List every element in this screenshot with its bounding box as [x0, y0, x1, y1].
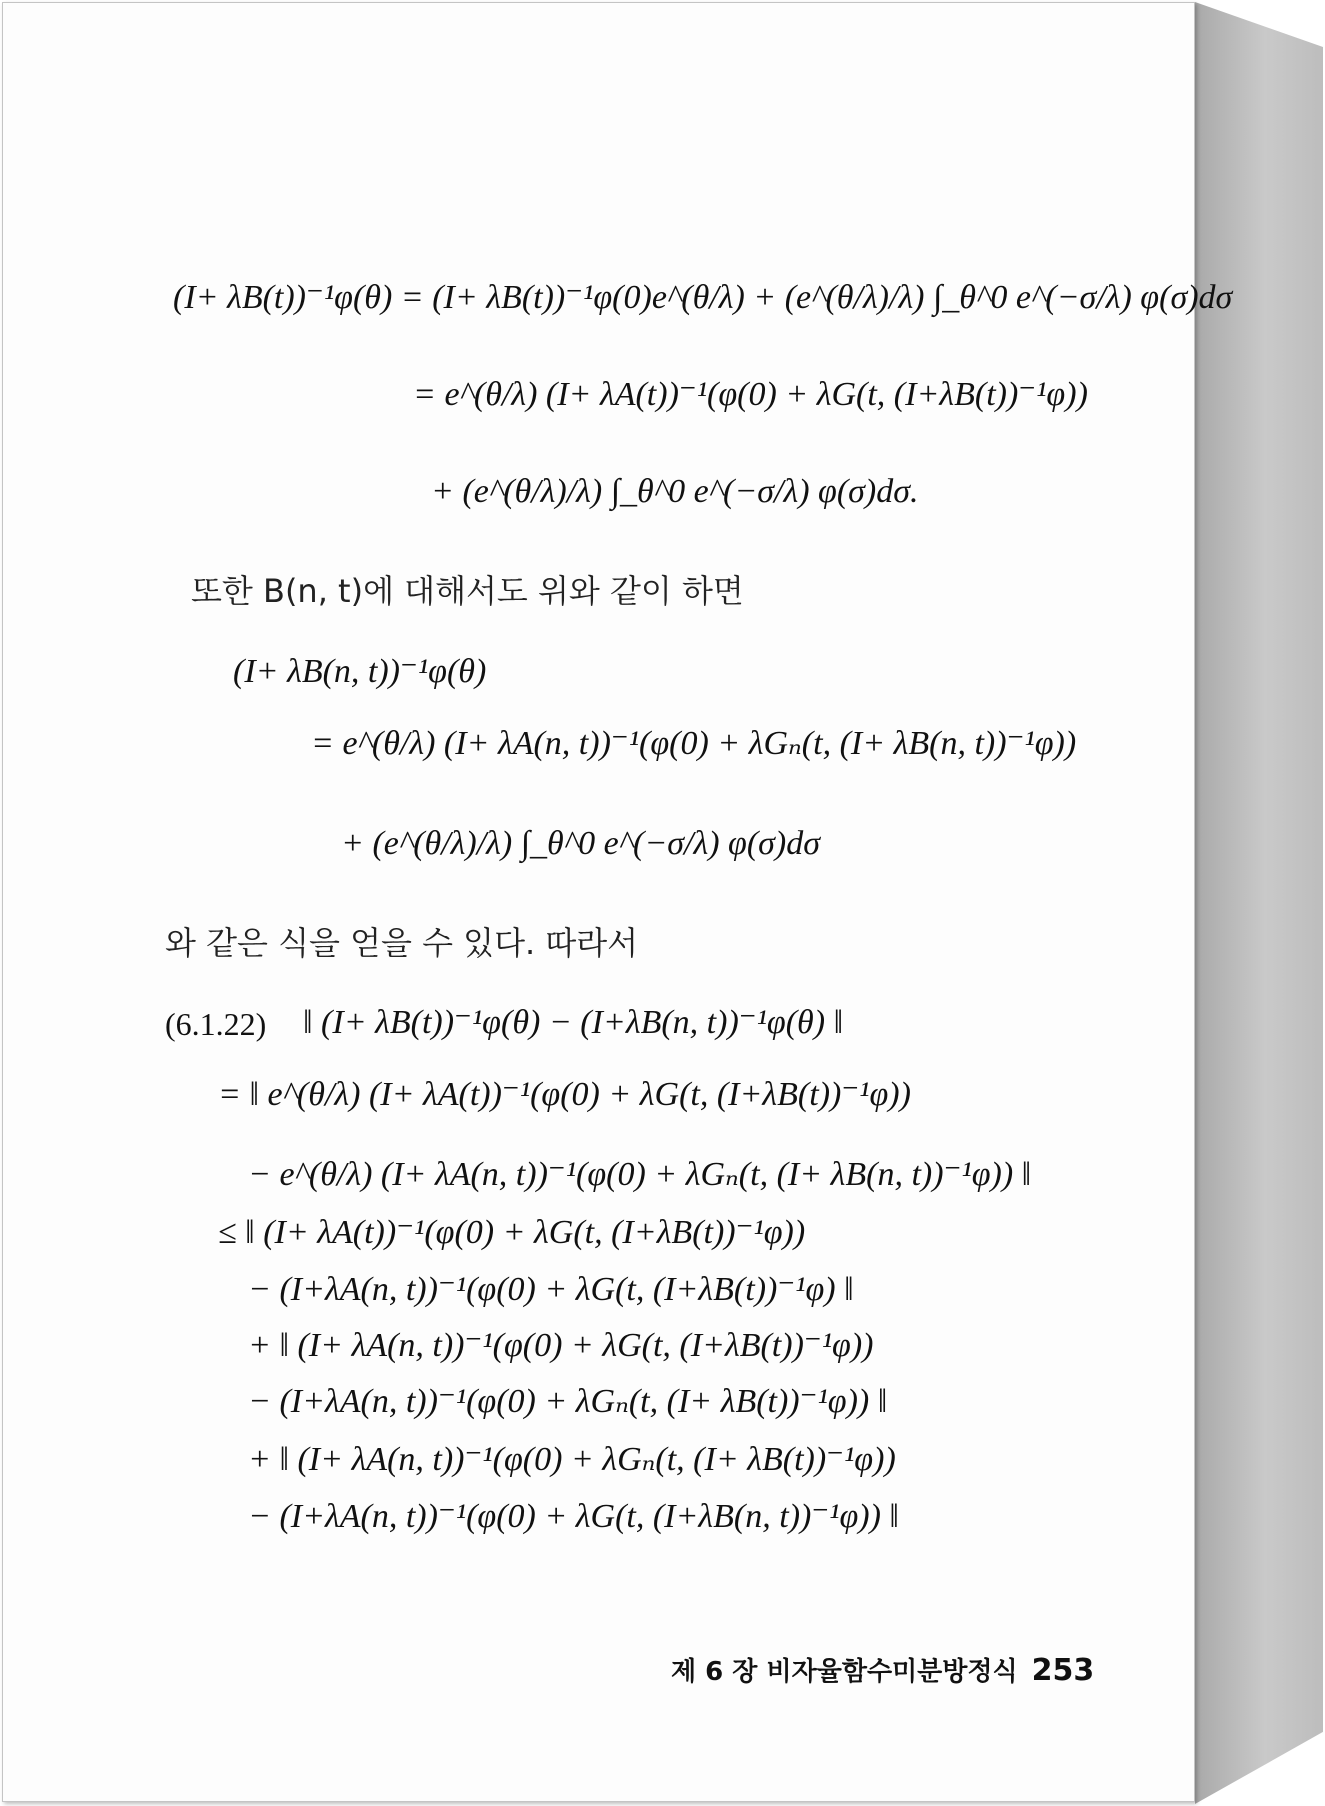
equation-line: − (I+λA(n, t))⁻¹(φ(0) + λG(t, (I+λB(n, t))⁻¹φ)) ‖ — [248, 1498, 899, 1535]
body-text: 또한 B(n, t)에 대해서도 위와 같이 하면 — [191, 572, 744, 610]
equation-line: + (e^(θ/λ)/λ) ∫_θ^0 e^(−σ/λ) φ(σ)dσ. — [431, 473, 919, 510]
chapter-title: 제 6 장 비자율함수미분방정식 — [671, 1657, 1018, 1687]
page-number: 253 — [1031, 1653, 1095, 1688]
equation-line: (I+ λB(t))⁻¹φ(θ) = (I+ λB(t))⁻¹φ(0)e^(θ/λ) + (e^(θ/λ)/λ) ∫_θ^0 e^(−σ/λ) φ(σ)dσ — [173, 279, 1233, 316]
equation-line: − (I+λA(n, t))⁻¹(φ(0) + λG(t, (I+λB(t))⁻¹φ) ‖ — [248, 1271, 854, 1308]
equation-line: + ‖ (I+ λA(n, t))⁻¹(φ(0) + λGₙ(t, (I+ λB(t))⁻¹φ)) — [248, 1441, 896, 1478]
equation-line: = e^(θ/λ) (I+ λA(n, t))⁻¹(φ(0) + λGₙ(t, (I+ λB(n, t))⁻¹φ)) — [311, 725, 1077, 762]
equation-line: ≤ ‖ (I+ λA(t))⁻¹(φ(0) + λG(t, (I+λB(t))⁻¹φ)) — [218, 1214, 806, 1251]
equation-line: = e^(θ/λ) (I+ λA(t))⁻¹(φ(0) + λG(t, (I+λB(t))⁻¹φ)) — [413, 376, 1088, 413]
equation-line: − e^(θ/λ) (I+ λA(n, t))⁻¹(φ(0) + λGₙ(t, (I+ λB(n, t))⁻¹φ)) ‖ — [248, 1156, 1032, 1193]
equation-line: + (e^(θ/λ)/λ) ∫_θ^0 e^(−σ/λ) φ(σ)dσ — [341, 825, 821, 862]
equation-line: + ‖ (I+ λA(n, t))⁻¹(φ(0) + λG(t, (I+λB(t))⁻¹φ)) — [248, 1327, 874, 1364]
equation-line: − (I+λA(n, t))⁻¹(φ(0) + λGₙ(t, (I+ λB(t))⁻¹φ)) ‖ — [248, 1383, 888, 1420]
body-text: 와 같은 식을 얻을 수 있다. 따라서 — [165, 924, 639, 962]
equation-line: (I+ λB(n, t))⁻¹φ(θ) — [233, 653, 487, 690]
book-edge — [1195, 2, 1323, 1804]
equation-label: (6.1.22) — [165, 1006, 267, 1042]
equation-line: = ‖ e^(θ/λ) (I+ λA(t))⁻¹(φ(0) + λG(t, (I+λB(t))⁻¹φ)) — [218, 1076, 911, 1113]
equation-line: ‖ (I+ λB(t))⁻¹φ(θ) − (I+λB(n, t))⁻¹φ(θ) ‖ — [303, 1004, 844, 1041]
page-footer — [671, 1651, 1094, 1688]
book-page — [2, 2, 1233, 1802]
